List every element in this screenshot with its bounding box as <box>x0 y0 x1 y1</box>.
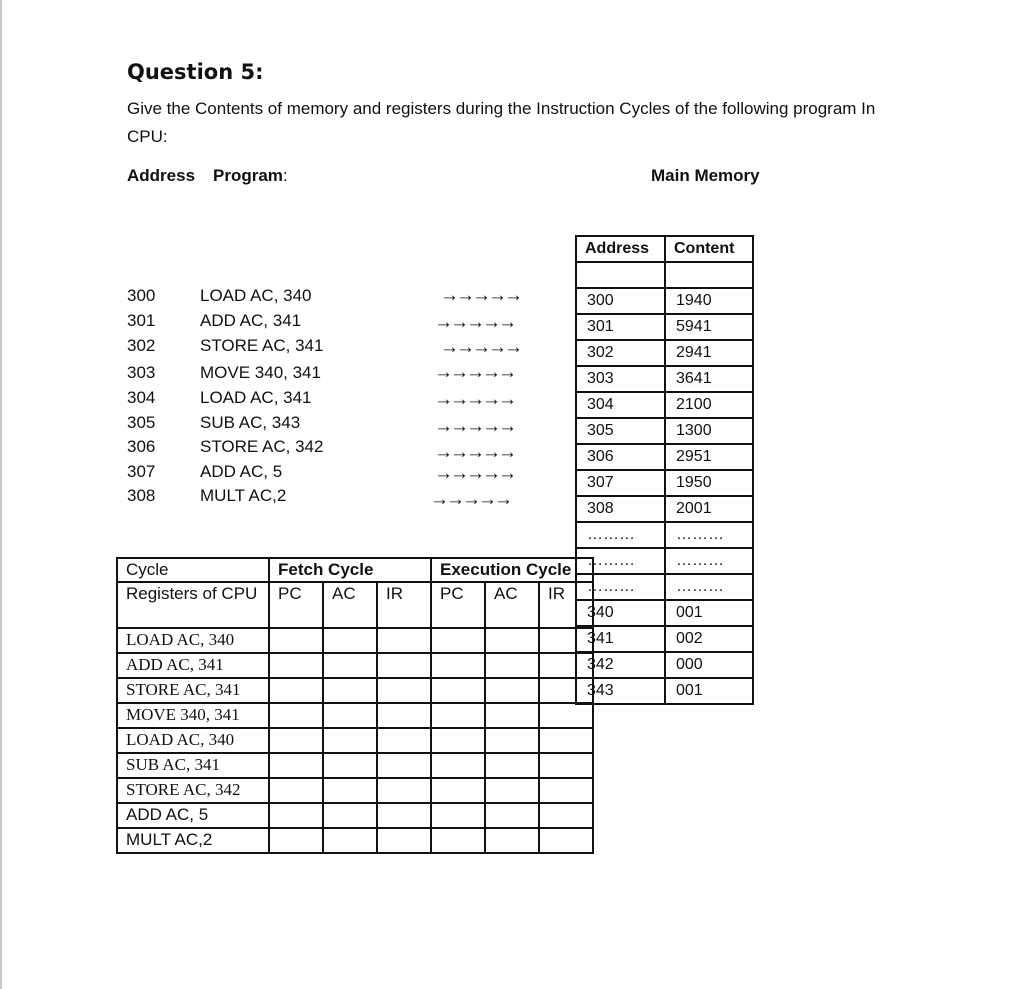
memory-row <box>576 366 753 392</box>
cycle-header: Cycle <box>117 558 269 582</box>
register-value-cell <box>539 778 593 803</box>
memory-row <box>576 392 753 418</box>
cycle-row <box>117 778 593 803</box>
program-address: 303 <box>127 363 156 382</box>
register-value-cell <box>539 653 593 678</box>
memory-row <box>576 548 753 574</box>
register-value-cell <box>377 828 431 853</box>
memory-row <box>576 444 753 470</box>
cycle-instruction: SUB AC, 341 <box>117 753 269 778</box>
question-title: Question 5: <box>127 60 264 84</box>
register-value-cell <box>269 628 323 653</box>
memory-row <box>576 522 753 548</box>
memory-header-address: Address <box>576 236 665 262</box>
arrow-icon: →→→→→ <box>434 463 514 484</box>
program-address: 302 <box>127 336 156 355</box>
memory-address: 308 <box>576 496 665 522</box>
program-instruction: LOAD AC, 341 <box>200 388 312 407</box>
cycle-row <box>117 678 593 703</box>
cycle-row <box>117 703 593 728</box>
memory-content: ……… <box>665 548 753 574</box>
registers-label: Registers of CPU <box>117 582 269 628</box>
memory-content: 000 <box>665 652 753 678</box>
program-instruction: LOAD AC, 340 <box>200 286 312 305</box>
fetch-ir-header: IR <box>377 582 431 628</box>
register-value-cell <box>269 828 323 853</box>
memory-address: 340 <box>576 600 665 626</box>
memory-row <box>576 496 753 522</box>
main-memory-table <box>575 235 754 705</box>
memory-address: 341 <box>576 626 665 652</box>
register-value-cell <box>431 678 485 703</box>
register-value-cell <box>431 653 485 678</box>
register-value-cell <box>323 803 377 828</box>
arrow-icon: →→→→→ <box>434 389 514 410</box>
page-left-edge <box>0 0 2 989</box>
memory-address: ……… <box>576 548 665 574</box>
memory-row <box>576 418 753 444</box>
exec-ir-header: IR <box>539 582 593 628</box>
register-value-cell <box>269 778 323 803</box>
register-value-cell <box>323 703 377 728</box>
register-value-cell <box>485 628 539 653</box>
register-value-cell <box>377 803 431 828</box>
register-value-cell <box>269 678 323 703</box>
register-value-cell <box>323 653 377 678</box>
register-value-cell <box>485 778 539 803</box>
register-value-cell <box>431 753 485 778</box>
register-value-cell <box>485 653 539 678</box>
exec-ac-header: AC <box>485 582 539 628</box>
memory-row <box>576 340 753 366</box>
register-value-cell <box>431 778 485 803</box>
main-memory-label: Main Memory <box>651 166 760 185</box>
register-value-cell <box>539 828 593 853</box>
program-instruction: MULT AC,2 <box>200 486 287 505</box>
register-value-cell <box>431 803 485 828</box>
memory-address: ……… <box>576 522 665 548</box>
program-address: 301 <box>127 311 156 330</box>
arrow-icon: →→→→→ <box>434 442 514 463</box>
arrow-icon: →→→→→ <box>434 416 514 437</box>
memory-content <box>665 262 753 288</box>
memory-row <box>576 314 753 340</box>
register-value-cell <box>539 753 593 778</box>
register-value-cell <box>269 753 323 778</box>
memory-content: 2941 <box>665 340 753 366</box>
memory-content: 3641 <box>665 366 753 392</box>
register-value-cell <box>485 828 539 853</box>
register-value-cell <box>539 678 593 703</box>
cycle-instruction: STORE AC, 341 <box>117 678 269 703</box>
arrow-icon: →→→→→ <box>440 337 520 358</box>
program-instruction: STORE AC, 341 <box>200 336 324 355</box>
memory-content: 001 <box>665 600 753 626</box>
memory-header-row <box>576 236 753 262</box>
memory-address: ……… <box>576 574 665 600</box>
program-address: 306 <box>127 437 156 456</box>
register-value-cell <box>431 828 485 853</box>
register-value-cell <box>377 753 431 778</box>
cycle-row <box>117 653 593 678</box>
register-value-cell <box>485 703 539 728</box>
program-address: 308 <box>127 486 156 505</box>
register-value-cell <box>377 628 431 653</box>
register-value-cell <box>377 778 431 803</box>
memory-content: ……… <box>665 522 753 548</box>
fetch-pc-header: PC <box>269 582 323 628</box>
memory-content: ……… <box>665 574 753 600</box>
memory-content: 5941 <box>665 314 753 340</box>
memory-row <box>576 652 753 678</box>
register-value-cell <box>323 753 377 778</box>
cycle-row <box>117 828 593 853</box>
memory-content: 001 <box>665 678 753 704</box>
memory-content: 2951 <box>665 444 753 470</box>
register-value-cell <box>431 728 485 753</box>
memory-content: 1940 <box>665 288 753 314</box>
register-value-cell <box>269 653 323 678</box>
program-address: 300 <box>127 286 156 305</box>
program-address: 305 <box>127 413 156 432</box>
program-label: Program: <box>213 166 288 185</box>
memory-row <box>576 626 753 652</box>
memory-content: 2100 <box>665 392 753 418</box>
fetch-ac-header: AC <box>323 582 377 628</box>
cycle-instruction: MOVE 340, 341 <box>117 703 269 728</box>
register-value-cell <box>485 803 539 828</box>
register-value-cell <box>431 628 485 653</box>
memory-address: 303 <box>576 366 665 392</box>
exec-pc-header: PC <box>431 582 485 628</box>
program-instruction: ADD AC, 341 <box>200 311 302 330</box>
register-value-cell <box>485 728 539 753</box>
register-value-cell <box>377 728 431 753</box>
arrow-icon: →→→→→ <box>434 312 514 333</box>
cycle-instruction: ADD AC, 5 <box>117 803 269 828</box>
memory-content: 1300 <box>665 418 753 444</box>
address-label: Address <box>127 166 196 185</box>
memory-address: 304 <box>576 392 665 418</box>
memory-address: 306 <box>576 444 665 470</box>
cycle-row <box>117 728 593 753</box>
memory-address: 305 <box>576 418 665 444</box>
cycle-instruction: LOAD AC, 340 <box>117 728 269 753</box>
memory-address: 302 <box>576 340 665 366</box>
register-value-cell <box>269 803 323 828</box>
register-value-cell <box>377 653 431 678</box>
cycle-instruction: ADD AC, 341 <box>117 653 269 678</box>
register-value-cell <box>431 703 485 728</box>
memory-content: 2001 <box>665 496 753 522</box>
cycle-instruction: MULT AC,2 <box>117 828 269 853</box>
arrow-icon: →→→→→ <box>430 489 510 510</box>
cycle-instruction: STORE AC, 342 <box>117 778 269 803</box>
register-value-cell <box>323 778 377 803</box>
memory-content: 002 <box>665 626 753 652</box>
register-value-cell <box>269 728 323 753</box>
fetch-cycle-header: Fetch Cycle <box>269 558 431 582</box>
program-address: 304 <box>127 388 156 407</box>
register-value-cell <box>539 728 593 753</box>
instruction-cycle-table <box>116 557 594 854</box>
memory-row <box>576 470 753 496</box>
cycle-row <box>117 753 593 778</box>
cycle-instruction: LOAD AC, 340 <box>117 628 269 653</box>
arrow-icon: →→→→→ <box>440 285 520 306</box>
register-value-cell <box>269 703 323 728</box>
memory-row <box>576 262 753 288</box>
memory-address: 307 <box>576 470 665 496</box>
arrow-icon: →→→→→ <box>434 362 514 383</box>
register-value-cell <box>323 678 377 703</box>
memory-row <box>576 288 753 314</box>
register-value-cell <box>539 703 593 728</box>
registers-row <box>117 582 593 628</box>
register-value-cell <box>485 753 539 778</box>
cycle-header-row <box>117 558 593 582</box>
program-instruction: ADD AC, 5 <box>200 462 283 481</box>
program-instruction: STORE AC, 342 <box>200 437 324 456</box>
memory-address: 342 <box>576 652 665 678</box>
register-value-cell <box>323 628 377 653</box>
memory-address <box>576 262 665 288</box>
register-value-cell <box>377 678 431 703</box>
memory-row <box>576 600 753 626</box>
cycle-row <box>117 803 593 828</box>
register-value-cell <box>485 678 539 703</box>
cycle-row <box>117 628 593 653</box>
memory-header-content: Content <box>665 236 753 262</box>
register-value-cell <box>323 728 377 753</box>
program-instruction: MOVE 340, 341 <box>200 363 321 382</box>
memory-row <box>576 574 753 600</box>
question-intro: Give the Contents of memory and registers during the Instruction Cycles of the following program In CPU: <box>127 99 876 146</box>
memory-address: 301 <box>576 314 665 340</box>
program-instruction: SUB AC, 343 <box>200 413 301 432</box>
register-value-cell <box>539 628 593 653</box>
register-value-cell <box>539 803 593 828</box>
memory-row <box>576 678 753 704</box>
execution-cycle-header: Execution Cycle <box>431 558 593 582</box>
register-value-cell <box>377 703 431 728</box>
program-address: 307 <box>127 462 156 481</box>
memory-address: 343 <box>576 678 665 704</box>
register-value-cell <box>323 828 377 853</box>
memory-address: 300 <box>576 288 665 314</box>
memory-content: 1950 <box>665 470 753 496</box>
